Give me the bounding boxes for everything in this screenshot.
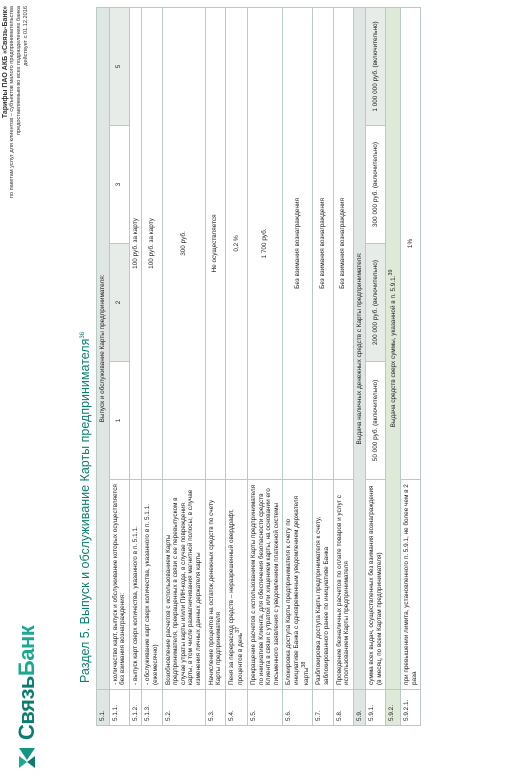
table-row: [225, 7, 247, 725]
row-description: - выпуск карт сверх количества, указанного в п. 5.1.1.: [129, 480, 142, 690]
row-number: 5.1.3.: [142, 690, 162, 726]
row-value: Без взимания вознаграждения: [313, 7, 333, 479]
logo-wordmark: [14, 626, 40, 740]
row-number: 5.1.1.: [109, 690, 129, 726]
table-row: [129, 7, 142, 725]
row-footnote: 38: [300, 661, 307, 668]
row-value-2: 200 000 руб. (включительно): [366, 244, 386, 362]
tariff-table: [96, 7, 421, 726]
row-value: 1%: [401, 7, 421, 479]
section-title: [78, 332, 92, 683]
row-description: Прекращение расчетов с использованием Карты предпринимателя по инициативе Клиента, для обеспечения безопасности средств Клиента в связи с утратой или хищением карты, на основании его письменного заявления с уведомлением платежной системы: [248, 480, 283, 690]
row-number: 5.2.: [162, 690, 205, 726]
section-title-text: Раздел 5. Выпуск и обслуживание Карты предпринимателя: [78, 338, 92, 683]
header-line-3: предоставляемым во всех подразделениях банка: [16, 6, 22, 136]
row-value: 1 700 руб.: [248, 7, 283, 479]
table-subgroup-row: [386, 7, 401, 725]
row-value-2: 2: [109, 244, 129, 362]
row-number: 5.9.2.1.: [401, 690, 421, 726]
row-description: Начисление процентов на остаток денежных средств по счету Карты предпринимателя: [205, 480, 225, 690]
table-row: [366, 7, 386, 725]
row-value: 300 руб.: [162, 7, 205, 479]
logo-word-1: Связь: [14, 676, 39, 740]
row-number: 5.7.: [313, 690, 333, 726]
row-number: 5.3.: [205, 690, 225, 726]
subgroup-title: [386, 7, 401, 689]
row-number: 5.6.: [283, 690, 313, 726]
table-group-row: [97, 7, 110, 725]
logo-word-2: Банк: [14, 625, 39, 677]
row-description-text: Блокировка доступа Карты предпринимателя к счету по инициативе Банка с одновременным уведомлением держателя карты: [285, 495, 310, 685]
table-row: [401, 7, 421, 725]
row-value: 100 руб. за карту: [142, 7, 162, 479]
row-value: 100 руб. за карту: [129, 7, 142, 479]
row-number: 5.4.: [225, 690, 247, 726]
row-description: при превышении лимита, установленного п. 5.9.1, не более чем в 2 раза: [401, 480, 421, 690]
row-number: 5.9.1.: [366, 690, 386, 726]
row-value-3: 300 000 руб. (включительно): [366, 126, 386, 244]
group-title: Выдача наличных денежных средств с Карты предпринимателя:: [353, 7, 366, 689]
section-title-footnote: 36: [79, 331, 86, 339]
document-header: [2, 6, 30, 336]
row-number: 5.1.: [97, 690, 110, 726]
table-row: [109, 7, 129, 725]
row-number: 5.1.2.: [129, 690, 142, 726]
row-description: сумма всех выдач, осуществленных без взимания вознаграждения (в месяц, по всем Картам предпринимателя): [366, 480, 386, 690]
header-line-4: действует с 01.12.2016: [23, 6, 29, 66]
table-row: [313, 7, 333, 725]
header-line-2: по пакетам услуг для клиентов – субъектов малого предпринимательства: [9, 6, 15, 199]
table-row: [142, 7, 162, 725]
row-number: 5.9.2.: [386, 690, 401, 726]
row-value: Без взимания вознаграждения: [333, 7, 353, 479]
table-row: [283, 7, 313, 725]
subgroup-title-text: Выдача средств сверх суммы, указанной в п. 5.9.1.: [390, 275, 398, 428]
row-value: Без взимания вознаграждения: [283, 7, 313, 479]
logo-mark-icon: [15, 746, 39, 770]
row-value-1: 1: [109, 362, 129, 480]
row-value: Не осуществляется: [205, 7, 225, 479]
row-value-4: 1 000 000 руб. (включительно): [366, 7, 386, 125]
row-description: [225, 480, 247, 690]
row-description-text: Пеня за перерасход средств – неразрешенный овердрафт, процентов в день: [227, 509, 245, 685]
table-row: [162, 7, 205, 725]
row-description: Разблокировка доступа Карты предпринимателя к счету, заблокированного ранее по инициативе Банка: [313, 480, 333, 690]
row-description: Возобновление расчетов с использованием Карты предпринимателя, прекращенных в связи с ее перевыпуском в случае утраты карты и/или ПИН-кода, в случае повреждения карты, в том числе размагничивания магнитной полосы, в случае изменения личных данных держателя карты: [162, 480, 205, 690]
row-footnote: 37: [235, 626, 242, 633]
row-value-4: 5: [109, 7, 129, 125]
table-group-row: [353, 7, 366, 725]
bank-logo: [14, 626, 40, 770]
row-value-3: 3: [109, 126, 129, 244]
group-title: Выпуск и обслуживание Карты предпринимателя:: [97, 7, 110, 689]
row-description: - количество карт, выпуск и обслуживание которых осуществляется без взимания вознаграждения:: [109, 480, 129, 690]
table-row: [333, 7, 353, 725]
row-footnote: 39: [388, 269, 395, 276]
row-value-1: 50 000 руб. (включительно): [366, 362, 386, 480]
row-number: 5.8.: [333, 690, 353, 726]
row-description: Проведение безналичных расчетов по оплате товаров и услуг с использованием Карты предпринимателя: [333, 480, 353, 690]
table-row: [248, 7, 283, 725]
row-number: 5.5.: [248, 690, 283, 726]
header-title: Тарифы ПАО АКБ «Связь-Банк»: [2, 6, 9, 119]
row-description: [283, 480, 313, 690]
row-number: 5.9.: [353, 690, 366, 726]
table-row: [205, 7, 225, 725]
row-value: 0,2 %: [225, 7, 247, 479]
row-description: - обслуживание карт сверх количества, указанного в п. 5.1.1. (ежемесячно): [142, 480, 162, 690]
